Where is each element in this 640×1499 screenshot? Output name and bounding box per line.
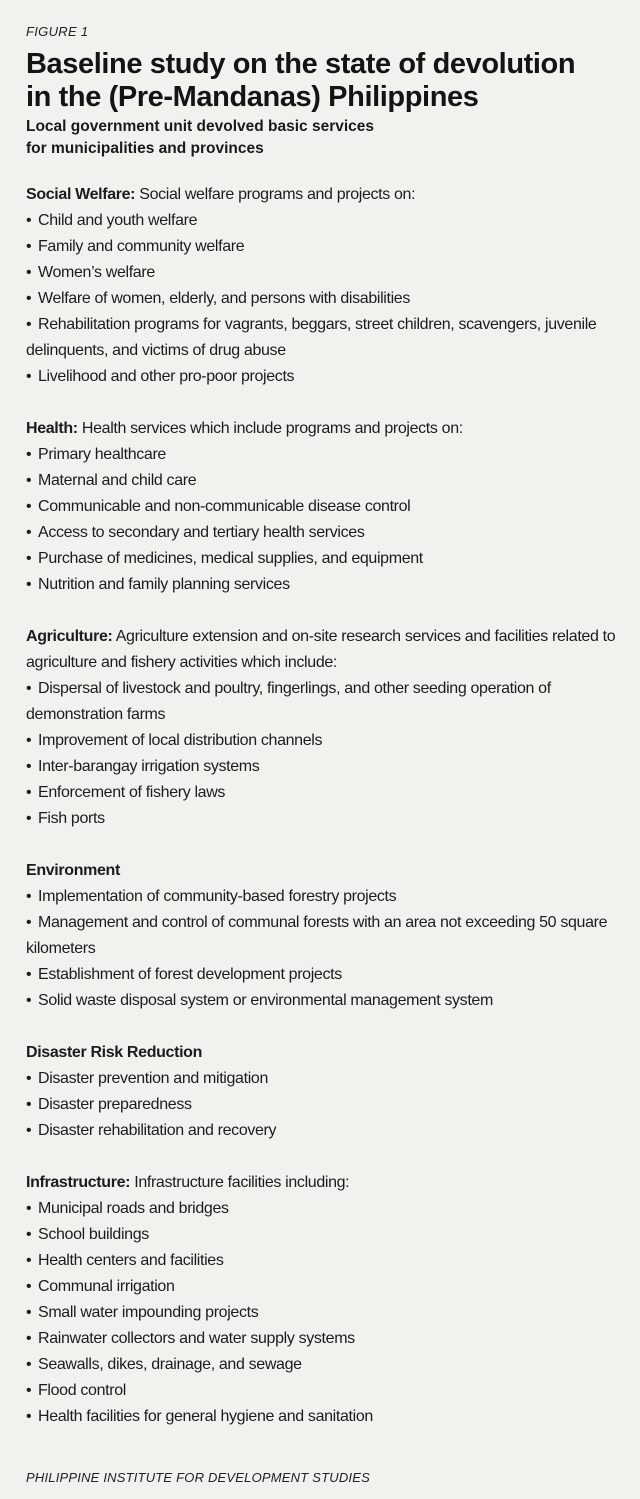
list-item [26,1274,626,1300]
list-item-text: Implementation of community-based forestry projects [38,888,397,905]
services-sections [26,182,626,1430]
list-item [26,910,626,962]
bullet-icon: • [26,446,32,463]
bullet-icon: • [26,966,32,983]
section [26,624,626,832]
list-item [26,988,626,1014]
list-item [26,1196,626,1222]
list-item-text: Purchase of medicines, medical supplies, and equipment [38,550,423,567]
figure-subtitle [26,116,626,160]
list-item-text: Communal irrigation [38,1278,175,1295]
list-item-text: Solid waste disposal system or environmental management system [38,992,493,1009]
list-item [26,754,626,780]
list-item [26,1222,626,1248]
list-item [26,780,626,806]
list-item [26,572,626,598]
list-item-text: Family and community welfare [38,238,245,255]
bullet-list [26,1196,626,1430]
list-item-text: Child and youth welfare [38,212,198,229]
section-heading: Disaster Risk Reduction [26,1044,203,1061]
list-item [26,260,626,286]
bullet-icon: • [26,888,32,905]
bullet-icon: • [26,1070,32,1087]
list-item [26,442,626,468]
bullet-icon: • [26,472,32,489]
section [26,858,626,1014]
list-item [26,1066,626,1092]
bullet-icon: • [26,1408,32,1425]
list-item [26,1092,626,1118]
source-footer: PHILIPPINE INSTITUTE FOR DEVELOPMENT STUDIES [26,1470,370,1485]
bullet-icon: • [26,498,32,515]
list-item-text: Flood control [38,1382,126,1399]
list-item-text: Livelihood and other pro-poor projects [38,368,295,385]
bullet-icon: • [26,732,32,749]
bullet-icon: • [26,238,32,255]
list-item-text: Dispersal of livestock and poultry, fingerlings, and other seeding operation of demonstration farms [26,680,551,723]
list-item [26,1326,626,1352]
bullet-icon: • [26,1330,32,1347]
list-item-text: Women’s welfare [38,264,155,281]
list-item [26,1378,626,1404]
list-item-text: Management and control of communal forests with an area not exceeding 50 square kilometers [26,914,608,957]
bullet-list [26,442,626,598]
figure-page [26,22,626,1456]
list-item [26,1352,626,1378]
list-item-text: Communicable and non-communicable disease control [38,498,411,515]
list-item-text: Enforcement of fishery laws [38,784,226,801]
bullet-icon: • [26,576,32,593]
bullet-icon: • [26,914,32,931]
list-item-text: Disaster prevention and mitigation [38,1070,269,1087]
section [26,182,626,390]
list-item-text: Fish ports [38,810,105,827]
list-item [26,468,626,494]
list-item-text: Health centers and facilities [38,1252,224,1269]
bullet-icon: • [26,264,32,281]
section-intro: Infrastructure facilities including: [134,1174,350,1191]
bullet-icon: • [26,550,32,567]
bullet-icon: • [26,1252,32,1269]
section-heading: Environment [26,862,120,879]
list-item-text: Inter-barangay irrigation systems [38,758,260,775]
list-item-text: Establishment of forest development projects [38,966,342,983]
bullet-icon: • [26,758,32,775]
figure-title [26,48,626,114]
list-item [26,962,626,988]
list-item [26,234,626,260]
section-heading: Health: [26,420,78,437]
section-heading-line [26,624,626,676]
list-item-text: Seawalls, dikes, drainage, and sewage [38,1356,302,1373]
bullet-icon: • [26,524,32,541]
bullet-icon: • [26,784,32,801]
list-item-text: Improvement of local distribution channels [38,732,323,749]
list-item-text: Disaster rehabilitation and recovery [38,1122,277,1139]
list-item-text: Disaster preparedness [38,1096,192,1113]
section [26,1040,626,1144]
list-item [26,676,626,728]
bullet-icon: • [26,1278,32,1295]
section-heading: Agriculture: [26,628,113,645]
section [26,1170,626,1430]
list-item [26,208,626,234]
list-item-text: Small water impounding projects [38,1304,259,1321]
bullet-icon: • [26,1200,32,1217]
section-heading-line [26,182,626,208]
bullet-list [26,884,626,1014]
bullet-icon: • [26,810,32,827]
list-item-text: Rainwater collectors and water supply systems [38,1330,355,1347]
bullet-icon: • [26,1122,32,1139]
subtitle-line-2: for municipalities and provinces [26,140,264,157]
bullet-list [26,1066,626,1144]
bullet-icon: • [26,368,32,385]
subtitle-line-1: Local government unit devolved basic services [26,118,375,135]
title-line-1: Baseline study on the state of devolution [26,48,576,80]
list-item [26,884,626,910]
section-heading-line [26,1170,626,1196]
list-item [26,494,626,520]
section-heading-line [26,858,626,884]
section-heading-line [26,416,626,442]
list-item [26,728,626,754]
list-item [26,286,626,312]
list-item [26,1300,626,1326]
bullet-icon: • [26,1096,32,1113]
bullet-list [26,208,626,390]
list-item-text: Primary healthcare [38,446,166,463]
list-item [26,364,626,390]
bullet-icon: • [26,1304,32,1321]
section-intro: Agriculture extension and on-site research services and facilities related to agriculture and fishery activities which include: [26,628,616,671]
list-item-text: Nutrition and family planning services [38,576,290,593]
list-item [26,1248,626,1274]
list-item-text: Rehabilitation programs for vagrants, beggars, street children, scavengers, juvenile delinquents, and victims of drug abuse [26,316,597,359]
bullet-icon: • [26,1226,32,1243]
list-item [26,1404,626,1430]
bullet-icon: • [26,680,32,697]
list-item-text: Access to secondary and tertiary health services [38,524,365,541]
list-item [26,520,626,546]
section-heading: Social Welfare: [26,186,136,203]
bullet-icon: • [26,992,32,1009]
list-item-text: Maternal and child care [38,472,197,489]
section-heading: Infrastructure: [26,1174,131,1191]
list-item-text: Health facilities for general hygiene and sanitation [38,1408,373,1425]
figure-label: FIGURE 1 [26,24,89,39]
bullet-icon: • [26,1356,32,1373]
list-item [26,1118,626,1144]
list-item [26,312,626,364]
section [26,416,626,598]
bullet-icon: • [26,1382,32,1399]
list-item-text: Municipal roads and bridges [38,1200,229,1217]
section-heading-line [26,1040,626,1066]
list-item [26,546,626,572]
bullet-icon: • [26,316,32,333]
section-intro: Social welfare programs and projects on: [139,186,416,203]
list-item-text: Welfare of women, elderly, and persons with disabilities [38,290,410,307]
bullet-list [26,676,626,832]
bullet-icon: • [26,212,32,229]
title-line-2: in the (Pre-Mandanas) Philippines [26,81,479,113]
section-intro: Health services which include programs and projects on: [81,420,463,437]
list-item [26,806,626,832]
list-item-text: School buildings [38,1226,149,1243]
bullet-icon: • [26,290,32,307]
